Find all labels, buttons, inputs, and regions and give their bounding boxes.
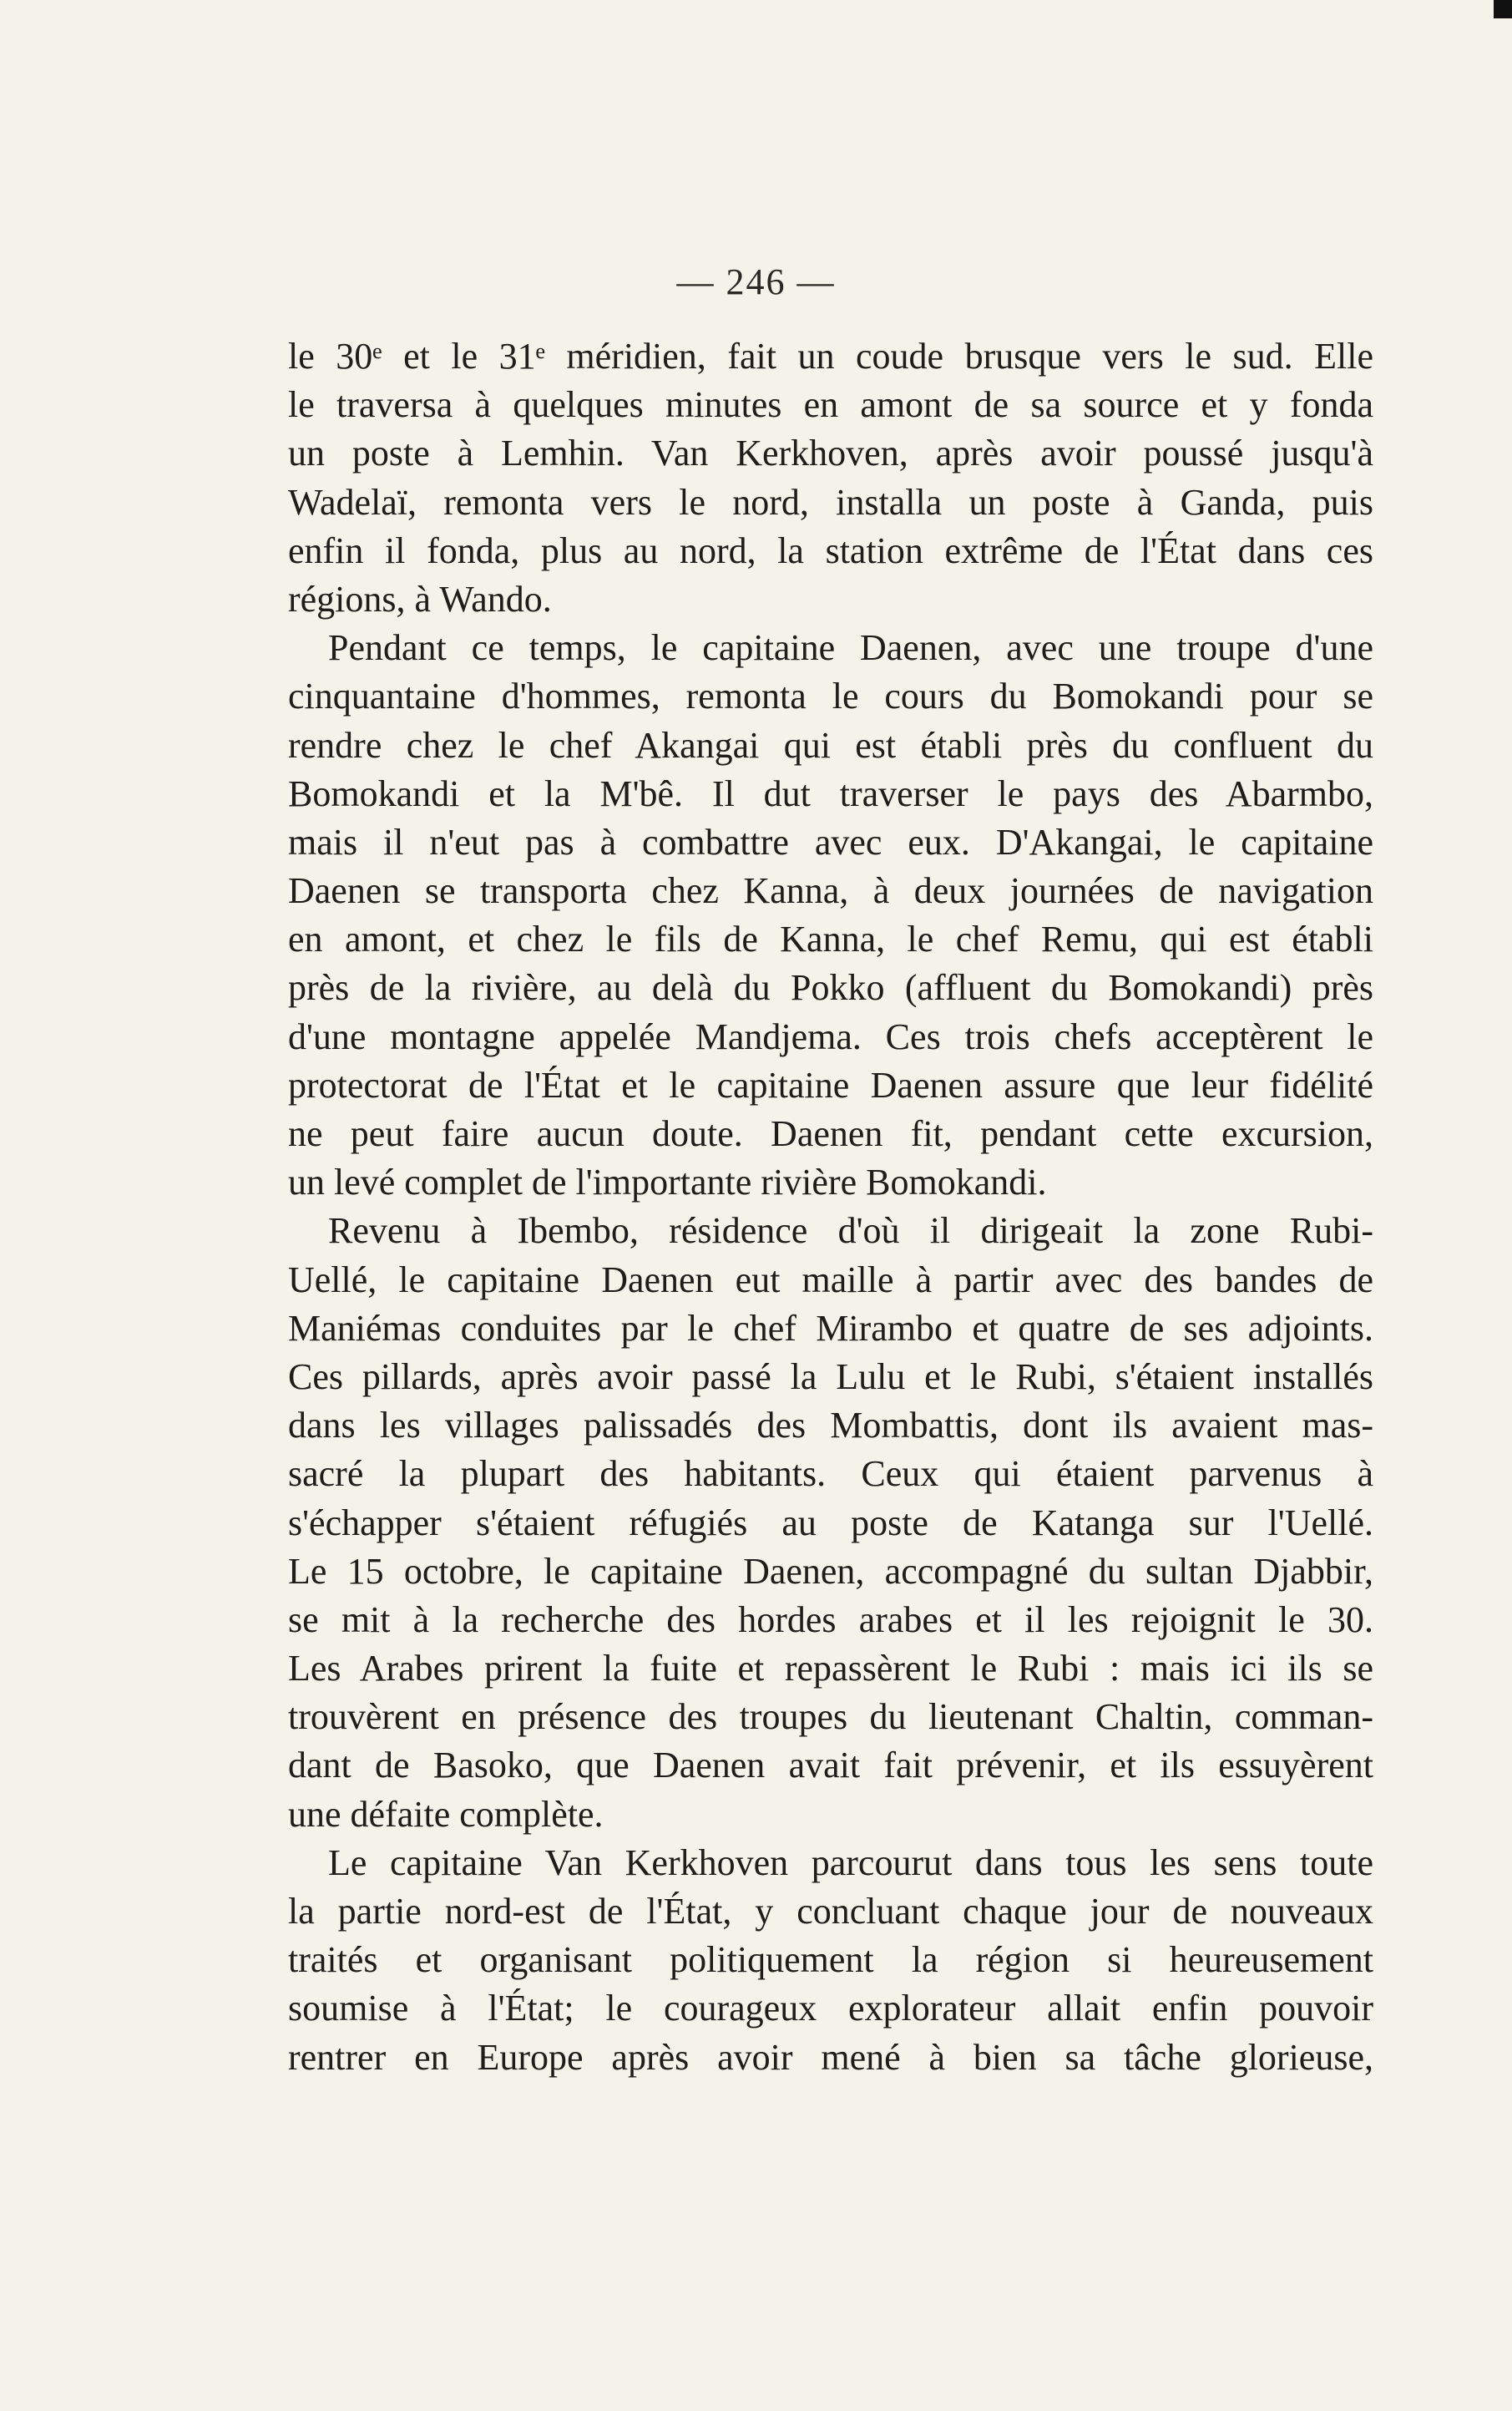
text-line: Le 15 octobre, le capitaine Daenen, accompagné du sultan Djabbir, xyxy=(288,1550,1373,1592)
text-line: Daenen se transporta chez Kanna, à deux journées de navigation xyxy=(288,870,1373,912)
text-line: Les Arabes prirent la fuite et repassèrent le Rubi : mais ici ils se xyxy=(288,1648,1373,1689)
text-line: Wadelaï, remonta vers le nord, installa un poste à Ganda, puis xyxy=(288,481,1373,523)
text-line: Maniémas conduites par le chef Mirambo et quatre de ses adjoints. xyxy=(288,1307,1373,1349)
text-line: dant de Basoko, que Daenen avait fait prévenir, et ils essuyèrent xyxy=(288,1745,1373,1786)
text-line: se mit à la recherche des hordes arabes et il les rejoignit le 30. xyxy=(288,1598,1373,1640)
text-line: cinquantaine d'hommes, remonta le cours du Bomokandi pour se xyxy=(288,676,1373,717)
text-line: le traversa à quelques minutes en amont de sa source et y fonda xyxy=(288,384,1373,426)
text-line: protectorat de l'État et le capitaine Daenen assure que leur fidélité xyxy=(288,1064,1373,1106)
text-line: près de la rivière, au delà du Pokko (affluent du Bomokandi) près xyxy=(288,967,1373,1009)
body-text xyxy=(288,332,1373,2082)
text-line: rentrer en Europe après avoir mené à bien sa tâche glorieuse, xyxy=(288,2036,1373,2078)
text-line: d'une montagne appelée Mandjema. Ces trois chefs acceptèrent le xyxy=(288,1016,1373,1057)
text-line: Bomokandi et la M'bê. Il dut traverser le pays des Abarmbo, xyxy=(288,772,1373,814)
text-line: traités et organisant politiquement la région si heureusement xyxy=(288,1939,1373,1981)
text-line: un poste à Lemhin. Van Kerkhoven, après avoir poussé jusqu'à xyxy=(288,433,1373,474)
text-line: en amont, et chez le fils de Kanna, le chef Remu, qui est établi xyxy=(288,919,1373,960)
text-line: dans les villages palissadés des Mombattis, dont ils avaient mas- xyxy=(288,1405,1373,1446)
page-number: — 246 — xyxy=(676,261,836,302)
text-line: régions, à Wando. xyxy=(288,578,552,620)
text-line: la partie nord-est de l'État, y concluant chaque jour de nouveaux xyxy=(288,1891,1373,1932)
text-line: mais il n'eut pas à combattre avec eux. D'Akangai, le capitaine xyxy=(288,821,1373,863)
text-line: une défaite complète. xyxy=(288,1793,604,1835)
text-line: enfin il fonda, plus au nord, la station extrême de l'État dans ces xyxy=(288,529,1373,571)
text-line: Le capitaine Van Kerkhoven parcourut dans tous les sens toute xyxy=(328,1841,1373,1883)
text-line: Uellé, le capitaine Daenen eut maille à partir avec des bandes de xyxy=(288,1259,1373,1300)
text-line: s'échapper s'étaient réfugiés au poste de Katanga sur l'Uellé. xyxy=(288,1502,1373,1543)
text-line: Revenu à Ibembo, résidence d'où il dirigeait la zone Rubi- xyxy=(328,1210,1373,1252)
text-line: un levé complet de l'importante rivière Bomokandi. xyxy=(288,1162,1047,1203)
corner-square-icon xyxy=(1494,0,1512,18)
text-line: trouvèrent en présence des troupes du lieutenant Chaltin, comman- xyxy=(288,1696,1373,1738)
text-line: rendre chez le chef Akangai qui est établi près du confluent du xyxy=(288,724,1373,766)
text-line: le 30ᵉ et le 31ᵉ méridien, fait un coude brusque vers le sud. Elle xyxy=(288,336,1373,377)
text-line: soumise à l'État; le courageux explorateur allait enfin pouvoir xyxy=(288,1988,1373,2029)
text-line: Ces pillards, après avoir passé la Lulu et le Rubi, s'étaient installés xyxy=(288,1355,1373,1397)
text-line: sacré la plupart des habitants. Ceux qui étaient parvenus à xyxy=(288,1453,1373,1495)
text-line: ne peut faire aucun doute. Daenen fit, pendant cette excursion, xyxy=(288,1113,1373,1154)
text-line: Pendant ce temps, le capitaine Daenen, avec une troupe d'une xyxy=(328,627,1373,669)
